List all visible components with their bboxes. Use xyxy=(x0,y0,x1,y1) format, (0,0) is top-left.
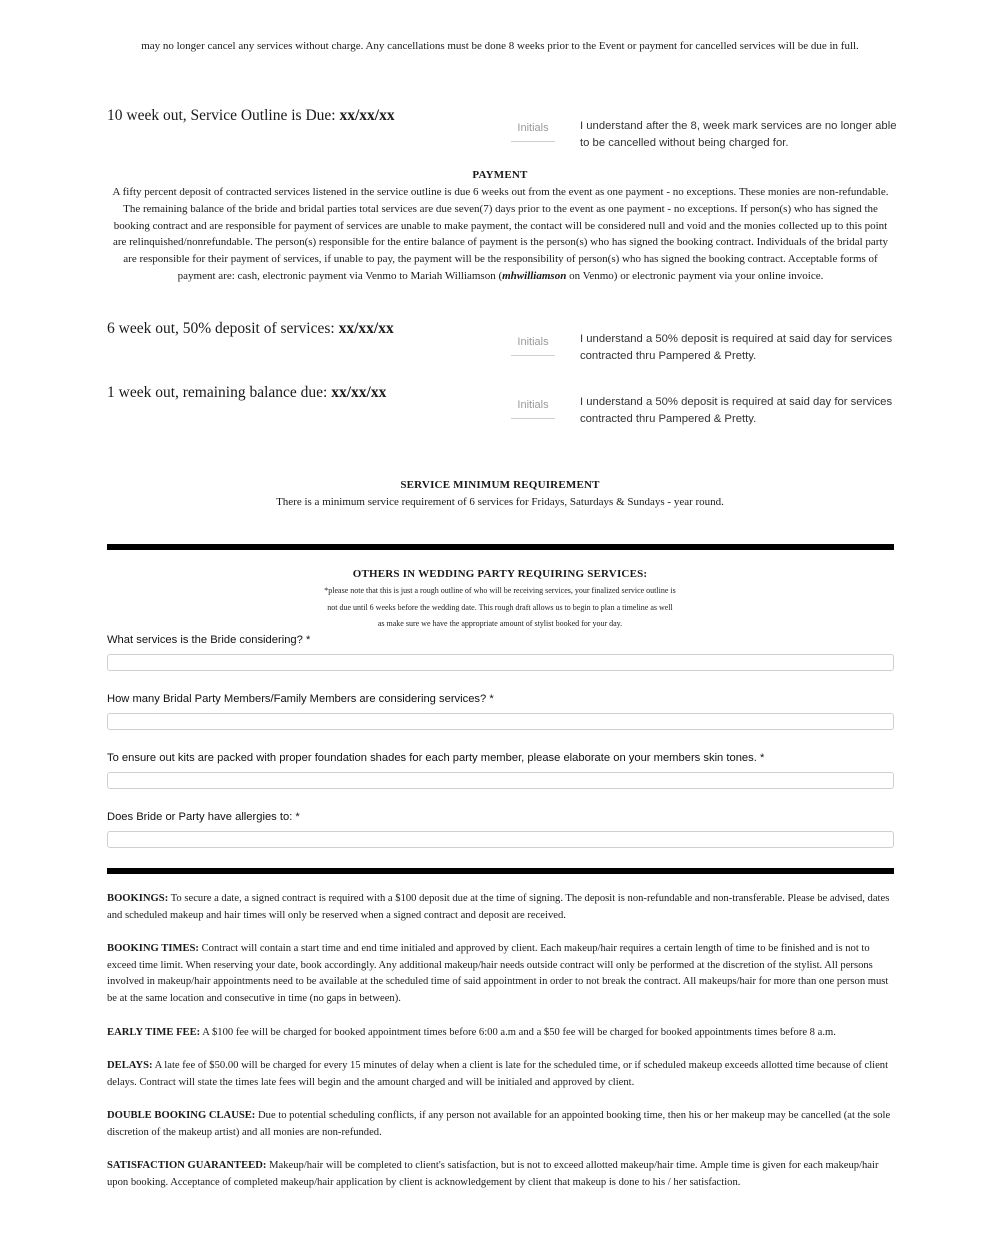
initials-line[interactable] xyxy=(511,141,555,142)
acknowledgement-text: I understand a 50% deposit is required at said day for services contracted thru Pampered & Pretty. xyxy=(580,396,893,425)
question-label-skin-tones: To ensure out kits are packed with proper foundation shades for each party member, please elaborate on your members skin tones. * xyxy=(107,752,765,764)
clause-title: BOOKING TIMES: xyxy=(107,943,199,954)
row-label: 6 week out, 50% deposit of services: xyxy=(107,320,335,337)
row-date: xx/xx/xx xyxy=(339,107,395,124)
others-note-line: as make sure we have the appropriate amount of stylist booked for your day. xyxy=(377,619,623,628)
party-members-input[interactable] xyxy=(107,713,894,730)
clause-text: A late fee of $50.00 will be charged for every 15 minutes of delay when a client is late for the scheduled time, or if scheduled makeup exceeds allotted time because of client delays. Contract will state the times late fees will begin and the amount charged and will be initialed and approved by client. xyxy=(107,1060,889,1088)
row-date: xx/xx/xx xyxy=(331,384,387,401)
initials-label: Initials xyxy=(517,336,549,348)
intro-line: may no longer cancel any services without charge. Any cancellations must be done 8 weeks prior to the Event or payment for cancelled services will be due in full. xyxy=(141,40,859,52)
service-minimum-text: There is a minimum service requirement of 6 services for Fridays, Saturdays & Sundays - year round. xyxy=(276,496,724,508)
initials-label: Initials xyxy=(517,399,549,411)
row-label: 1 week out, remaining balance due: xyxy=(107,384,328,401)
acknowledgement-text: I understand after the 8, week mark services are no longer able to be cancelled without being charged for. xyxy=(580,120,897,149)
question-label-party-members: How many Bridal Party Members/Family Members are considering services? * xyxy=(107,693,494,705)
clause-title: DELAYS: xyxy=(107,1060,153,1071)
clause-title: SATISFACTION GUARANTEED: xyxy=(107,1160,267,1171)
others-note-line: *please note that this is just a rough outline of who will be receiving services, your finalized service outline is xyxy=(324,586,676,595)
payment-text-before: A fifty percent deposit of contracted services listened in the service outline is due 6 weeks out from the event as one payment - no exceptions. These monies are non-refundable. The remaining balance of the bride and bridal parties total services are due seven(7) days prior to the event as one payment - no exceptions. If person(s) who has signed the booking contract and are responsible for payment of services are unable to make payment, the contact will be considered null and void and the monies collected up to this point are relinquished/nonrefundable. The person(s) responsible for the entire balance of payment is the person(s) who has signed the booking contract. Individuals of the bridal party are responsible for their payment of services, if unable to pay, the payment will be the responsibility of person(s) who has signed the booking contract. Acceptable forms of payment are: cash, electronic payment via Venmo to Mariah Williamson ( xyxy=(112,186,889,282)
clause-title: BOOKINGS: xyxy=(107,893,169,904)
clause-title: EARLY TIME FEE: xyxy=(107,1027,201,1038)
clause-bookings xyxy=(107,891,894,924)
clause-double-booking xyxy=(107,1108,894,1141)
initials-line[interactable] xyxy=(511,418,555,419)
others-note-line: not due until 6 weeks before the wedding date. This rough draft allows us to begin to plan a timeline as well xyxy=(327,602,673,612)
row-title xyxy=(107,320,394,338)
row-date: xx/xx/xx xyxy=(338,320,394,337)
row-label: 10 week out, Service Outline is Due: xyxy=(107,107,336,124)
row-title xyxy=(107,107,395,125)
section-divider xyxy=(107,544,894,550)
others-note xyxy=(200,583,800,633)
clause-satisfaction xyxy=(107,1158,894,1191)
question-label-bride-services: What services is the Bride considering? * xyxy=(107,634,311,646)
bride-services-input[interactable] xyxy=(107,654,894,671)
clause-early-time-fee xyxy=(107,1025,894,1042)
payment-text xyxy=(107,184,894,285)
service-minimum-heading: SERVICE MINIMUM REQUIREMENT xyxy=(400,479,600,491)
initials-line[interactable] xyxy=(511,355,555,356)
question-label-allergies: Does Bride or Party have allergies to: * xyxy=(107,811,300,823)
row-title xyxy=(107,384,386,402)
clause-delays xyxy=(107,1058,894,1091)
venmo-handle: mhwilliamson xyxy=(502,269,567,282)
allergies-input[interactable] xyxy=(107,831,894,848)
payment-heading: PAYMENT xyxy=(472,169,528,181)
clause-text: Makeup/hair will be completed to client's satisfaction, but is not to exceed allotted makeup/hair time. Ample time is given for each makeup/hair upon booking. Acceptance of completed makeup/hair application by client is acknowledgement by client that makeup is done to his / her satisfaction. xyxy=(107,1160,879,1188)
clause-text: To secure a date, a signed contract is required with a $100 deposit due at the time of signing. The deposit is non-refundable and non-transferable. Please be advised, dates and scheduled makeup and hair times will only be reserved when a signed contract and deposit are received. xyxy=(107,893,890,921)
payment-text-after: on Venmo) or electronic payment via your online invoice. xyxy=(566,269,824,282)
initials-label: Initials xyxy=(517,122,549,134)
acknowledgement-text: I understand a 50% deposit is required at said day for services contracted thru Pampered & Pretty. xyxy=(580,333,893,362)
section-divider xyxy=(107,868,894,874)
clause-text: Due to potential scheduling conflicts, if any person not available for an appointed booking time, then his or her makeup may be cancelled (at the sole discretion of the makeup artist) and all monies are non-refunded. xyxy=(107,1110,891,1138)
clause-title: DOUBLE BOOKING CLAUSE: xyxy=(107,1110,256,1121)
clause-text: Contract will contain a start time and end time initialed and approved by client. Each makeup/hair requires a certain length of time to be finished and is not to exceed time limit. When reserving your date, book accordingly. Any additional makeup/hair needs outside contract will only be performed at the discretion of the stylist. All persons involved in makeup/hair appointments need to be available at the scheduled time of said appointment in order to not break the contract. All makeups/hair for more than one person must be at the same location and consecutive in time (no gaps in between). xyxy=(107,943,889,1005)
skin-tones-input[interactable] xyxy=(107,772,894,789)
others-heading: OTHERS IN WEDDING PARTY REQUIRING SERVICES: xyxy=(352,568,648,580)
clause-booking-times xyxy=(107,941,894,1008)
clause-text: A $100 fee will be charged for booked appointment times before 6:00 a.m and a $50 fee will be charged for booked appointments times before 8 a.m. xyxy=(200,1027,836,1038)
